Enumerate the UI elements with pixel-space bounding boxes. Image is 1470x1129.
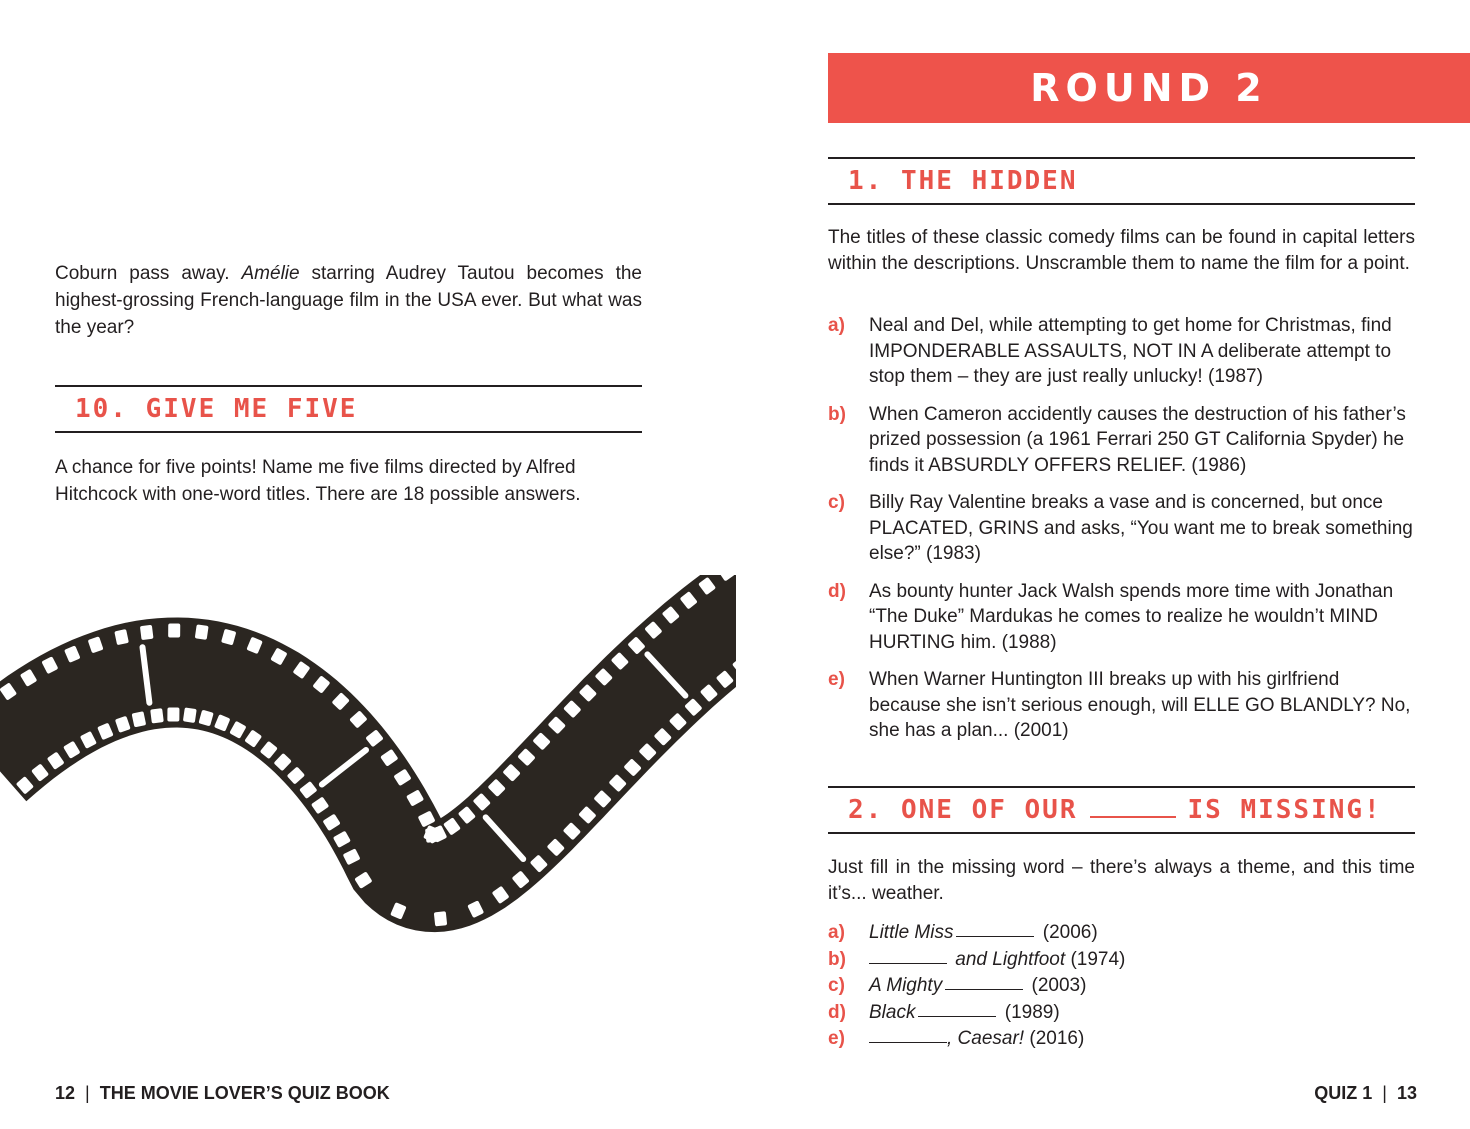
footer-left bbox=[55, 1081, 390, 1105]
section-1-header bbox=[828, 157, 1415, 205]
answer-blank bbox=[869, 947, 947, 964]
sprocket-hole bbox=[183, 707, 197, 723]
answer-blank bbox=[918, 1000, 996, 1017]
question-letter: e) bbox=[828, 1028, 845, 1050]
section-2-intro: Just fill in the missing word – there’s always a theme, and this time it’s... weather. bbox=[828, 857, 1415, 904]
sprocket-hole bbox=[150, 708, 164, 723]
question-letter: c) bbox=[828, 492, 845, 513]
round-banner: ROUND 2 bbox=[828, 53, 1470, 123]
question-letter: b) bbox=[828, 948, 846, 970]
question-letter: e) bbox=[828, 669, 845, 690]
list-item bbox=[828, 1026, 1415, 1053]
question-text: As bounty hunter Jack Walsh spends more time with Jonathan “The Duke” Mardukas he comes to realize he wouldn’t MIND HURTING him. (1988) bbox=[869, 580, 1394, 653]
section-2-title bbox=[848, 788, 1382, 832]
question-text: When Cameron accidently causes the destruction of his father’s prized possession (a 1961 Ferrari 250 GT California Spyder) he finds it ABSURDLY OFFERS RELIEF. (1986) bbox=[869, 403, 1406, 476]
sprocket-hole bbox=[140, 625, 154, 640]
answer-blank bbox=[869, 1026, 947, 1043]
film-title-amelie: Amélie bbox=[241, 263, 300, 284]
sprocket-hole bbox=[167, 707, 179, 721]
list-item bbox=[828, 973, 1415, 1000]
intro-text-end: starring Audrey Tautou becomes the highest-grossing French-language film in the USA ever. But what was the year? bbox=[55, 263, 642, 338]
hidden-titles-question-list bbox=[828, 313, 1415, 756]
title-blank-line bbox=[1090, 794, 1176, 818]
list-item bbox=[828, 1000, 1415, 1027]
page-number-right: 13 bbox=[1396, 1083, 1417, 1103]
film-year: (2016) bbox=[1029, 1028, 1085, 1050]
film-year: (1974) bbox=[1070, 948, 1126, 970]
list-item bbox=[828, 920, 1415, 947]
film-year: (1989) bbox=[1004, 1001, 1060, 1023]
answer-blank bbox=[956, 920, 1034, 937]
footer-separator: | bbox=[85, 1083, 90, 1103]
question-letter: c) bbox=[828, 975, 845, 997]
question-text: Neal and Del, while attempting to get home for Christmas, find IMPONDERABLE ASSAULTS, NOT IN A deliberate attempt to stop them – they are just really unlucky! (1987) bbox=[869, 315, 1392, 387]
section-1-title: 1. THE HIDDEN bbox=[848, 166, 1078, 196]
film-year: (2006) bbox=[1042, 922, 1098, 943]
intro-text-start: Coburn pass away. bbox=[55, 263, 242, 284]
title-before-blank: A Mighty bbox=[869, 975, 943, 997]
section-1-intro: The titles of these classic comedy films can be found in capital letters within the descriptions. Unscramble them to name the film for a point. bbox=[828, 227, 1415, 274]
sprocket-hole bbox=[168, 623, 180, 637]
question-letter: d) bbox=[828, 580, 846, 602]
sprocket-hole bbox=[434, 911, 447, 926]
question-9-text bbox=[55, 260, 642, 341]
book-title: THE MOVIE LOVER’S QUIZ BOOK bbox=[99, 1083, 390, 1103]
question-letter: d) bbox=[828, 1001, 846, 1023]
question-text: When Warner Huntington III breaks up with his girlfriend because she isn’t serious enough, will ELLE GO BLANDLY? No, she has a plan... (2001) bbox=[869, 669, 1411, 741]
section-10-text: A chance for five points! Name me five films directed by Alfred Hitchcock with one-word titles. There are 18 possible answers. bbox=[55, 457, 581, 505]
quiz-label: QUIZ 1 bbox=[1314, 1083, 1373, 1103]
question-letter: b) bbox=[828, 403, 846, 425]
sprocket-hole bbox=[195, 624, 209, 640]
footer-separator: | bbox=[1382, 1083, 1387, 1103]
footer-right bbox=[1314, 1081, 1417, 1105]
question-letter: a) bbox=[828, 315, 845, 336]
section-10-header bbox=[55, 385, 642, 433]
title-after-blank: and Lightfoot bbox=[955, 948, 1066, 970]
question-letter: a) bbox=[828, 922, 845, 943]
list-item bbox=[828, 667, 1415, 744]
list-item bbox=[828, 313, 1415, 390]
answer-blank bbox=[945, 973, 1023, 990]
section-2-title-end: IS MISSING! bbox=[1187, 795, 1382, 825]
title-after-blank: , Caesar! bbox=[947, 1028, 1025, 1050]
list-item bbox=[828, 579, 1415, 656]
list-item bbox=[828, 402, 1415, 479]
section-2-header bbox=[828, 786, 1415, 834]
title-before-blank: Black bbox=[869, 1001, 916, 1023]
question-text: Billy Ray Valentine breaks a vase and is concerned, but once PLACATED, GRINS and asks, “You want me to break something else?” (1983) bbox=[869, 492, 1413, 564]
film-strip-illustration bbox=[0, 575, 736, 965]
film-year: (2003) bbox=[1031, 975, 1087, 997]
title-before-blank: Little Miss bbox=[869, 922, 954, 943]
section-2-title-start: 2. ONE OF OUR bbox=[848, 795, 1078, 825]
section-10-title: 10. GIVE ME FIVE bbox=[75, 394, 358, 424]
list-item bbox=[828, 490, 1415, 567]
list-item bbox=[828, 947, 1415, 974]
missing-word-list bbox=[828, 920, 1415, 1053]
page-number-left: 12 bbox=[55, 1083, 76, 1103]
